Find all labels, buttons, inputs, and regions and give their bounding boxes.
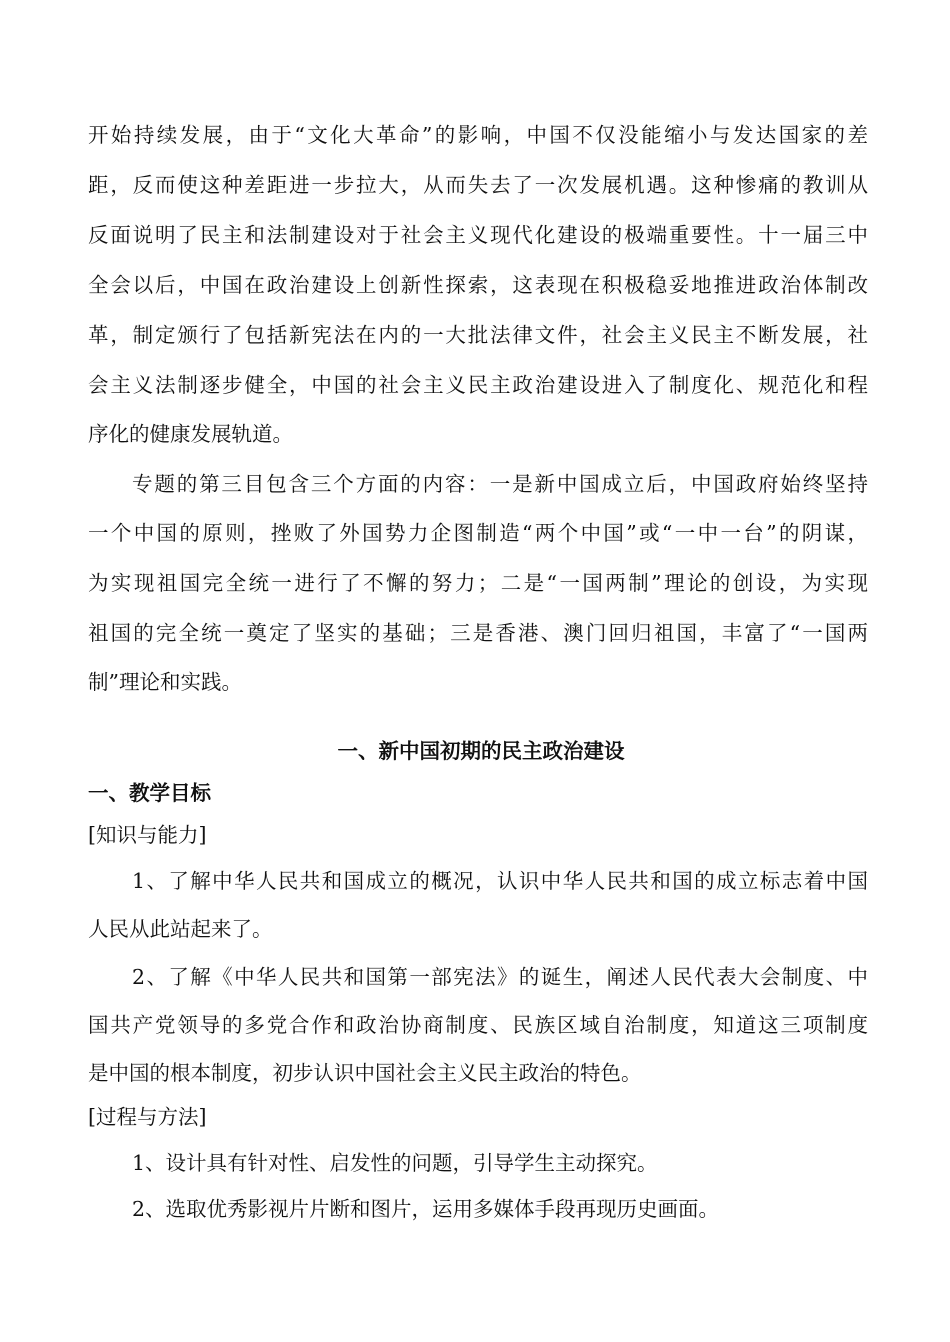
intro-line-7: 序化的健康发展轨道。	[88, 422, 293, 446]
intro-line-5: 革，制定颁行了包括新宪法在内的一大批法律文件，社会主义民主不断发展，社	[88, 323, 868, 347]
process-item-1: 1、设计具有针对性、启发性的问题，引导学生主动探究。	[132, 1151, 658, 1175]
knowledge-item2-line-3: 是中国的根本制度，初步认识中国社会主义民主政治的特色。	[88, 1061, 642, 1085]
knowledge-heading: [知识与能力]	[88, 823, 207, 847]
process-heading: [过程与方法]	[88, 1105, 207, 1129]
intro-line-6: 会主义法制逐步健全，中国的社会主义民主政治建设进入了制度化、规范化和程	[88, 373, 868, 397]
third-item-line-5: 制”理论和实践。	[88, 670, 242, 694]
knowledge-item1-line-2: 人民从此站起来了。	[88, 917, 273, 941]
third-item-line-1: 专题的第三目包含三个方面的内容：一是新中国成立后，中国政府始终坚持	[132, 472, 868, 496]
intro-line-2: 距，反而使这种差距进一步拉大，从而失去了一次发展机遇。这种惨痛的教训从	[88, 173, 868, 197]
third-item-line-2: 一个中国的原则，挫败了外国势力企图制造“两个中国”或“一中一台”的阴谋，	[88, 521, 868, 545]
process-item-2: 2、选取优秀影视片片断和图片，运用多媒体手段再现历史画面。	[132, 1197, 720, 1221]
section-title: 一、新中国初期的民主政治建设	[337, 739, 625, 763]
knowledge-item1-line-1: 1、了解中华人民共和国成立的概况，认识中华人民共和国的成立标志着中国	[132, 869, 868, 893]
intro-line-4: 全会以后，中国在政治建设上创新性探索，这表现在积极稳妥地推进政治体制改	[88, 273, 868, 297]
intro-line-3: 反面说明了民主和法制建设对于社会主义现代化建设的极端重要性。十一届三中	[88, 223, 868, 247]
third-item-line-4: 祖国的完全统一奠定了坚实的基础；三是香港、澳门回归祖国，丰富了“一国两	[88, 621, 868, 645]
knowledge-item2-line-1: 2、了解《中华人民共和国第一部宪法》的诞生，阐述人民代表大会制度、中	[132, 965, 868, 989]
goals-heading: 一、教学目标	[88, 781, 211, 805]
knowledge-item2-line-2: 国共产党领导的多党合作和政治协商制度、民族区域自治制度，知道这三项制度	[88, 1013, 868, 1037]
third-item-line-3: 为实现祖国完全统一进行了不懈的努力；二是“一国两制”理论的创设，为实现	[88, 571, 868, 595]
intro-line-1: 开始持续发展，由于“文化大革命”的影响，中国不仅没能缩小与发达国家的差	[88, 123, 868, 147]
